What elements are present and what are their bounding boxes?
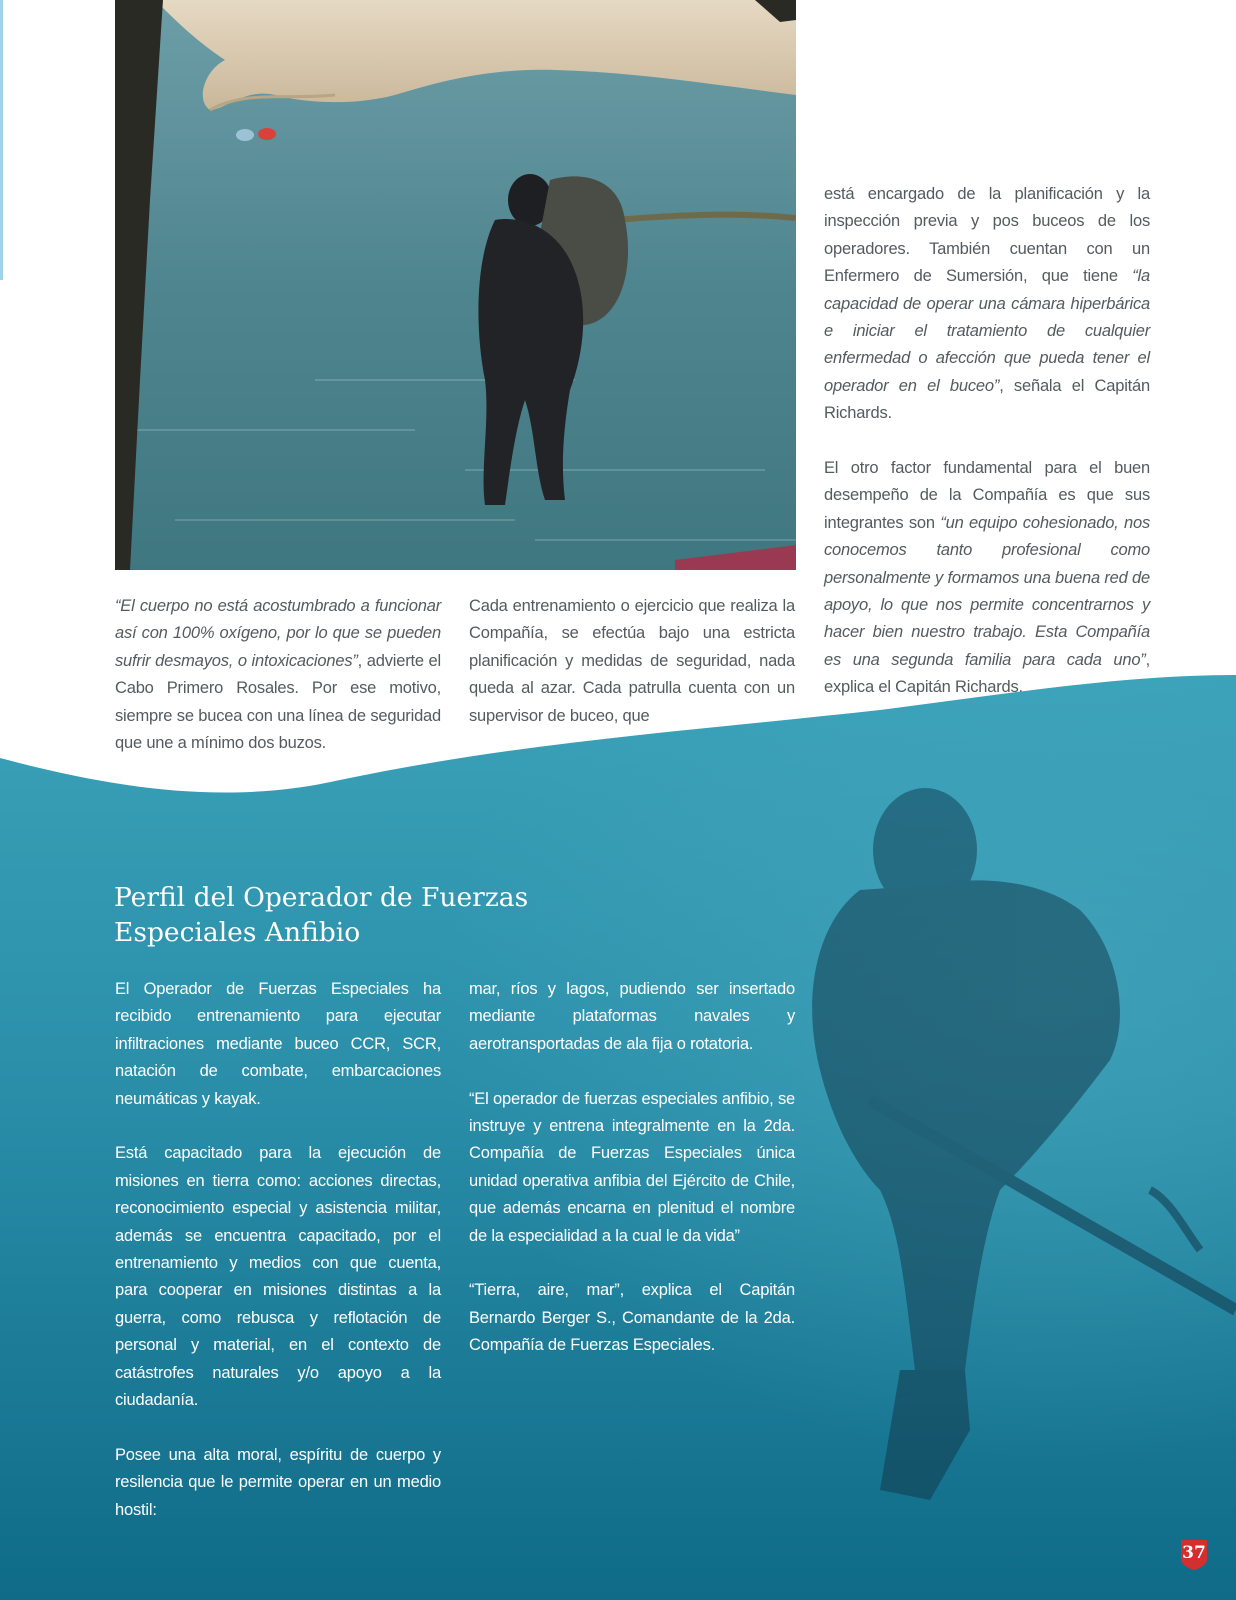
enfermero-quote: “la capacidad de operar una cámara hiperbárica e iniciar el tratamiento de cualquier enfermedad o afección que pueda tener el operador en el buceo” — [824, 267, 1150, 395]
caption-quote: “El cuerpo no está acostumbrado a funcionar así con 100% oxígeno, por lo que se pueden sufrir desmayos, o intoxicaciones” — [115, 597, 441, 670]
right-text-column — [824, 181, 1150, 702]
section-left-paragraph-3: Posee una alta moral, espíritu de cuerpo y resilencia que le permite operar en un medio hostil: — [115, 1445, 441, 1519]
section-title: Perfil del Operador de Fuerzas Especiales Anfibio — [114, 882, 529, 948]
right-paragraph-2: El otro factor fundamental para el buen desempeño de la Compañía es que sus integrantes son “un equipo cohesionado, nos conocemos tanto profesional como personalmente y formamos una buena red de apoyo, lo que nos permite concentrarnos y hacer bien nuestro trabajo. Esta Compañía es una segunda familia para cada uno”, explica el Capitán Richards. — [824, 459, 1151, 697]
parachute-canopy-blue — [236, 129, 254, 141]
section-right-paragraph-1: mar, ríos y lagos, pudiendo ser insertado mediante plataformas navales y aerotransportadas de ala fija o rotatoria. — [469, 980, 795, 1053]
section-right-paragraph-2: “El operador de fuerzas especiales anfibio, se instruye y entrena integralmente en la 2da. Compañía de Fuerzas Especiales única unidad operativa anfibia del Ejército de Chile, que además encarna en plenitud el nombre de la especialidad a la cual le da vida” — [469, 1089, 795, 1245]
parachute-jump-photo — [115, 0, 796, 570]
middle-paragraph: Cada entrenamiento o ejercicio que realiza la Compañía, se efectúa bajo una estricta planificación y medidas de seguridad, nada queda al azar. Cada patrulla cuenta con un supervisor de buceo, que — [469, 597, 795, 725]
section-left-paragraph-2: Está capacitado para la ejecución de misiones en tierra como: acciones directas, reconocimiento especial y asistencia militar, además se encuentra capacitado, por el entrenamiento y medios con que cuenta, para cooperar en misiones distintas a la guerra, como rebusca y reflotación de personal y material, en el contexto de catástrofes naturales y/o apoyo a la ciudadanía. — [115, 1144, 441, 1410]
page-edge-accent — [0, 0, 3, 280]
right-paragraph-1: está encargado de la planificación y la inspección previa y pos buceos de los operadores. También cuentan con un Enfermero de Sumersión, que tiene “la capacidad de operar una cámara hiperbárica e iniciar el tratamiento de cualquier enfermedad o afección que pueda tener el operador en el buceo”, señala el Capitán Richards. — [824, 185, 1150, 423]
company-quote: “un equipo cohesionado, nos conocemos tanto profesional como personalmente y formamos una buena red de apoyo, lo que nos permite concentrarnos y hacer bien nuestro trabajo. Esta Compañía es una segunda familia para cada uno” — [824, 513, 1151, 669]
parachute-canopy-red — [258, 128, 276, 140]
section-left-column — [115, 976, 441, 1524]
page-number: 37 — [1182, 1543, 1206, 1563]
caption-text: , advierte el Cabo Primero Rosales. Por ese motivo, siempre se bucea con una línea de seguridad que une a mínimo dos buzos. — [115, 651, 441, 753]
section-right-column — [469, 976, 795, 1360]
section-right-paragraph-3: “Tierra, aire, mar”, explica el Capitán Bernardo Berger S., Comandante de la 2da. Compañía de Fuerzas Especiales. — [469, 1281, 795, 1355]
page-number-badge — [1177, 1537, 1211, 1571]
section-left-paragraph-1: El Operador de Fuerzas Especiales ha recibido entrenamiento para ejecutar infiltraciones mediante buceo CCR, SCR, natación de combate, embarcaciones neumáticas y kayak. — [115, 980, 441, 1108]
